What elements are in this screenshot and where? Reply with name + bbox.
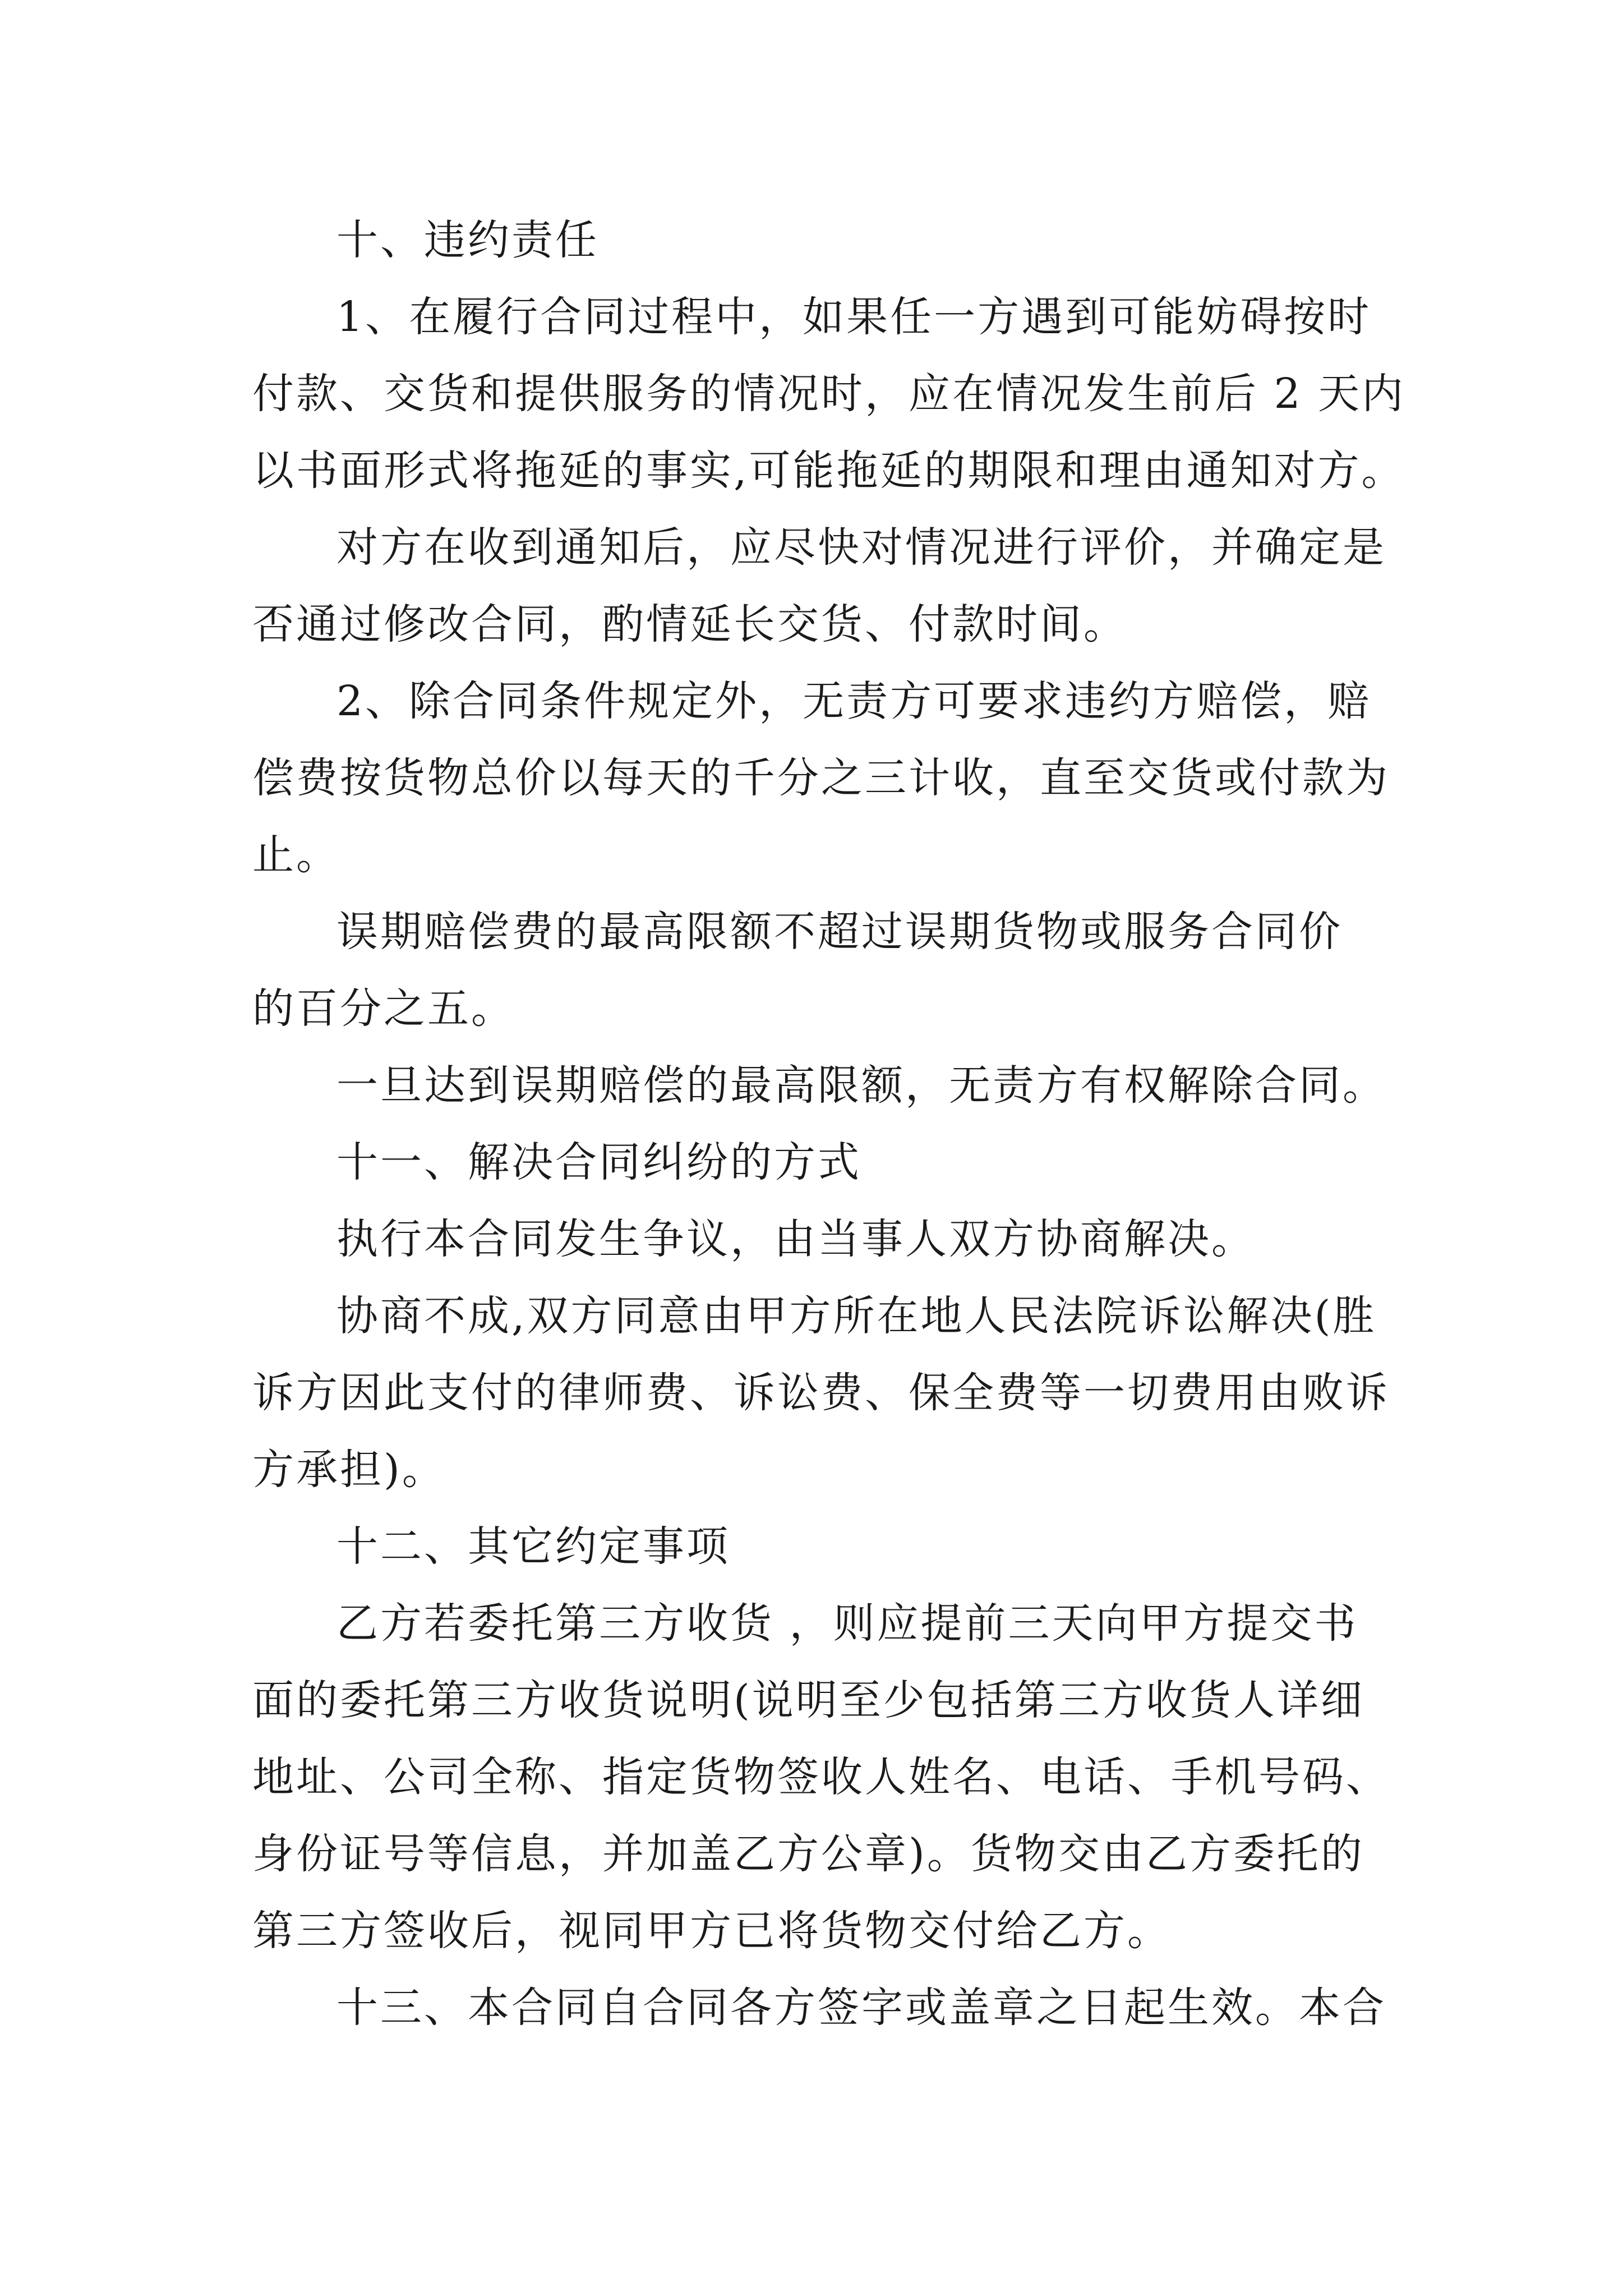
paragraph-line: 乙方若委托第三方收货 ，则应提前三天向甲方提交书 — [336, 1599, 1358, 1648]
paragraph-line: 止。 — [252, 831, 340, 879]
paragraph-line: 协商不成,双方同意由甲方所在地人民法院诉讼解决(胜 — [336, 1292, 1377, 1340]
paragraph-line: 以书面形式将拖延的事实,可能拖延的期限和理由通知对方。 — [252, 447, 1405, 495]
paragraph-line: 诉方因此支付的律师费、诉讼费、保全费等一切费用由败诉 — [252, 1369, 1390, 1417]
paragraph-line: 身份证号等信息，并加盖乙方公章)。货物交由乙方委托的 — [252, 1830, 1364, 1878]
paragraph-line: 方承担)。 — [252, 1446, 446, 1494]
paragraph-line: 地址、公司全称、指定货物签收人姓名、电话、手机号码、 — [252, 1753, 1390, 1801]
paragraph-line: 付款、交货和提供服务的情况时，应在情况发生前后 2 天内 — [252, 370, 1406, 418]
paragraph-line: 第三方签收后，视同甲方已将货物交付给乙方。 — [252, 1907, 1171, 1955]
section-heading-breach-liability: 十、违约责任 — [336, 216, 599, 264]
paragraph-line: 一旦达到误期赔偿的最高限额，无责方有权解除合同。 — [336, 1061, 1386, 1110]
paragraph-line: 对方在收到通知后，应尽快对情况进行评价，并确定是 — [336, 523, 1386, 572]
section-heading-effective-date: 十三、本合同自合同各方签字或盖章之日起生效。本合 — [336, 1984, 1386, 2032]
paragraph-line: 误期赔偿费的最高限额不超过误期货物或服务合同价 — [336, 908, 1343, 956]
paragraph-line: 1、在履行合同过程中，如果任一方遇到可能妨碍按时 — [336, 293, 1372, 341]
paragraph-line: 执行本合同发生争议，由当事人双方协商解决。 — [336, 1215, 1255, 1263]
paragraph-line: 偿费按货物总价以每天的千分之三计收，直至交货或付款为 — [252, 754, 1390, 802]
paragraph-line: 面的委托第三方收货说明(说明至少包括第三方收货人详细 — [252, 1676, 1364, 1724]
section-heading-dispute-resolution: 十一、解决合同纠纷的方式 — [336, 1138, 861, 1186]
paragraph-line: 的百分之五。 — [252, 984, 515, 1033]
paragraph-line: 否通过修改合同，酌情延长交货、付款时间。 — [252, 600, 1127, 648]
document-body — [252, 202, 1406, 2046]
section-heading-other-matters: 十二、其它约定事项 — [336, 1522, 730, 1571]
paragraph-line: 2、除合同条件规定外，无责方可要求违约方赔偿，赔 — [336, 677, 1372, 725]
